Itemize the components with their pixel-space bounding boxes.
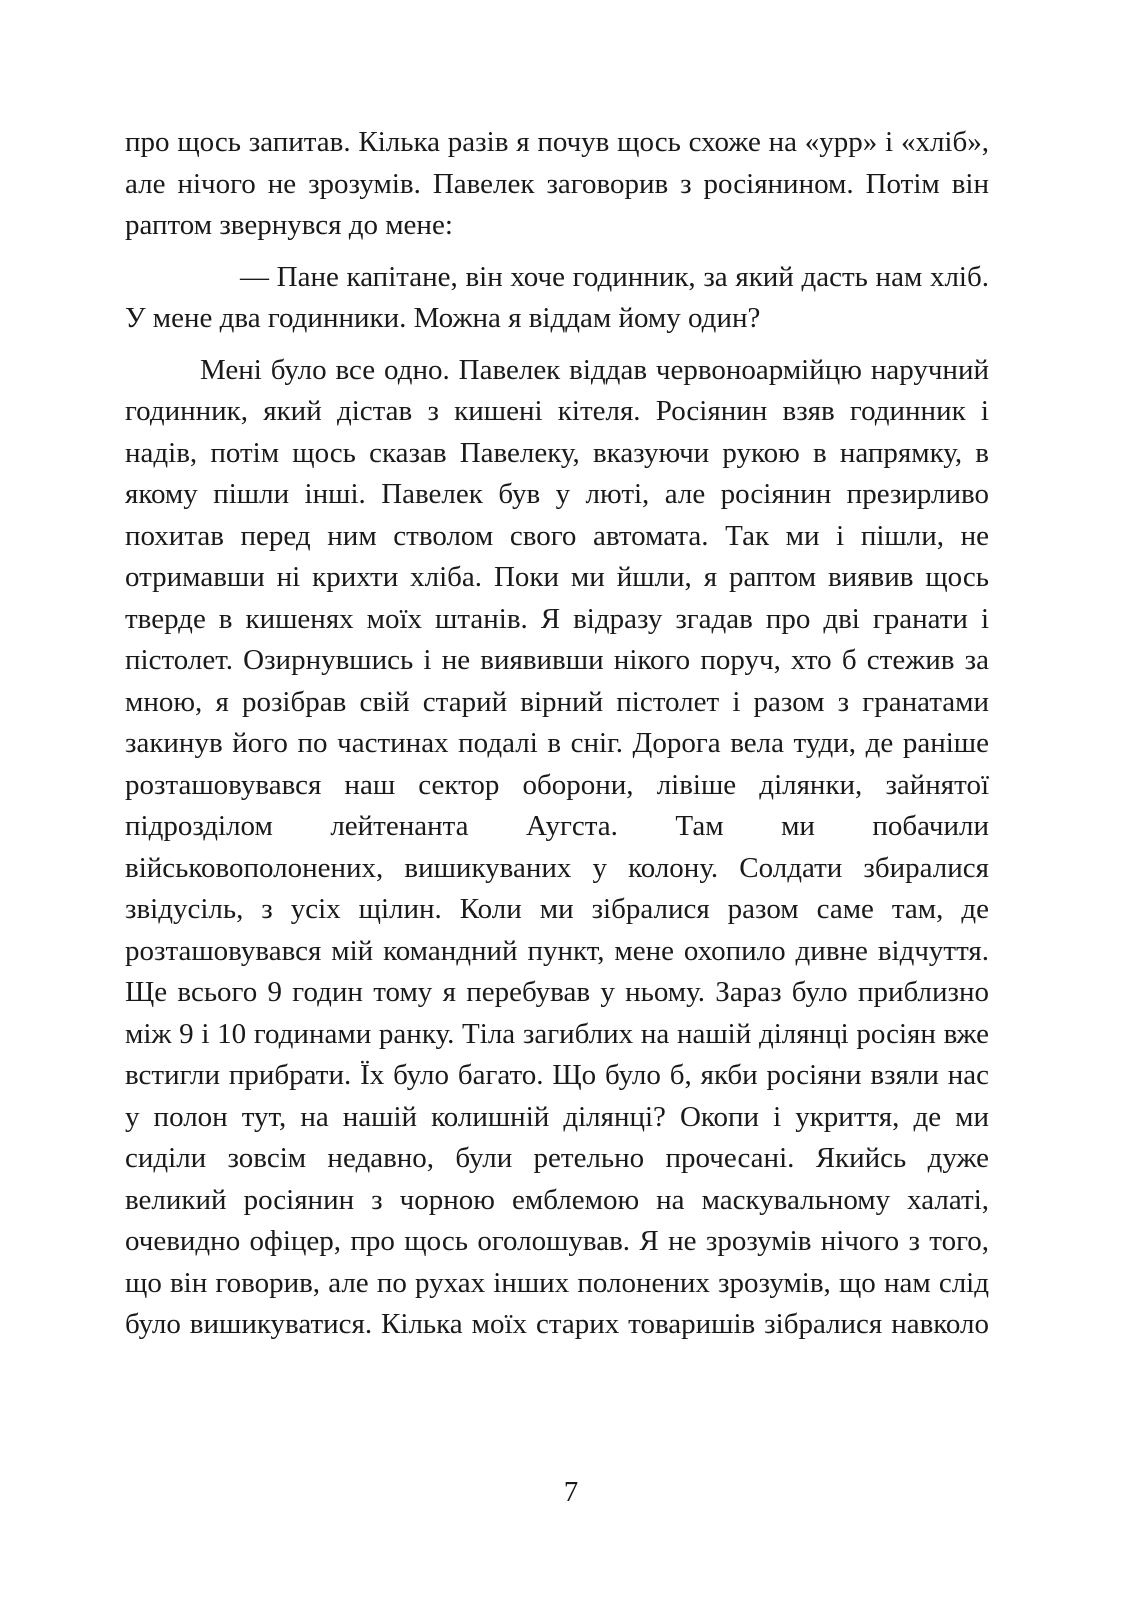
paragraph-dialogue: — Пане капітане, він хоче годинник, за який дасть нам хліб. У мене два годинники. Можна я віддам йому один? xyxy=(125,260,989,334)
page-text xyxy=(125,122,989,1346)
paragraph-narrative: Мені було все одно. Павелек віддав червоноармійцю наручний годинник, який дістав з кишені кітеля. Росіянин взяв годинник і надів, потім щось сказав Павелеку, вказуючи рукою в напрямку, в якому пішли інші. Павелек був у люті, але росіянин презирливо похитав перед ним стволом свого автомата. Так ми і пішли, не отримавши ні крихти хліба. Поки ми йшли, я раптом виявив щось тверде в кишенях моїх штанів. Я відразу згадав про дві гранати і пістолет. Озирнувшись і не виявивши нікого поруч, хто б стежив за мною, я розібрав свій старий вірний пістолет і разом з гранатами закинув його по частинах подалі в сніг. Дорога вела туди, де раніше розташовувався наш сектор оборони, лівіше ділянки, зайнятої підрозділом лейтенанта Аугста. Там ми побачили військовополонених, вишикуваних у колону. Солдати збиралися звідусіль, з усіх щілин. Коли ми зібралися разом саме там, де розташовувався мій командний пункт, мене охопило дивне відчуття. Ще всього 9 годин тому я перебував у ньому. Зараз було приблизно між 9 і 10 годинами ранку. Тіла загиблих на нашій ділянці росіян вже встигли прибрати. Їх було багато. Що було б, якби росіяни взяли нас у полон тут, на нашій колишній ділянці? Окопи і укриття, де ми сиділи зовсім недавно, були ретельно прочесані. Якийсь дуже великий росіянин з чорною емблемою на маскувальному халаті, очевидно офіцер, про щось оголошував. Я не зрозумів нічого з того, що він говорив, але по рухах інших полонених зрозумів, що нам слід було вишикуватися. Кілька моїх старих товаришів зібралися навколо xyxy=(125,353,989,1340)
paragraph-continuation: про щось запитав. Кілька разів я почув щось схоже на «урр» і «хліб», але нічого не зрозумів. Павелек заговорив з росіянином. Потім він раптом звернувся до мене: xyxy=(125,126,989,241)
page-number: 7 xyxy=(563,1476,579,1508)
